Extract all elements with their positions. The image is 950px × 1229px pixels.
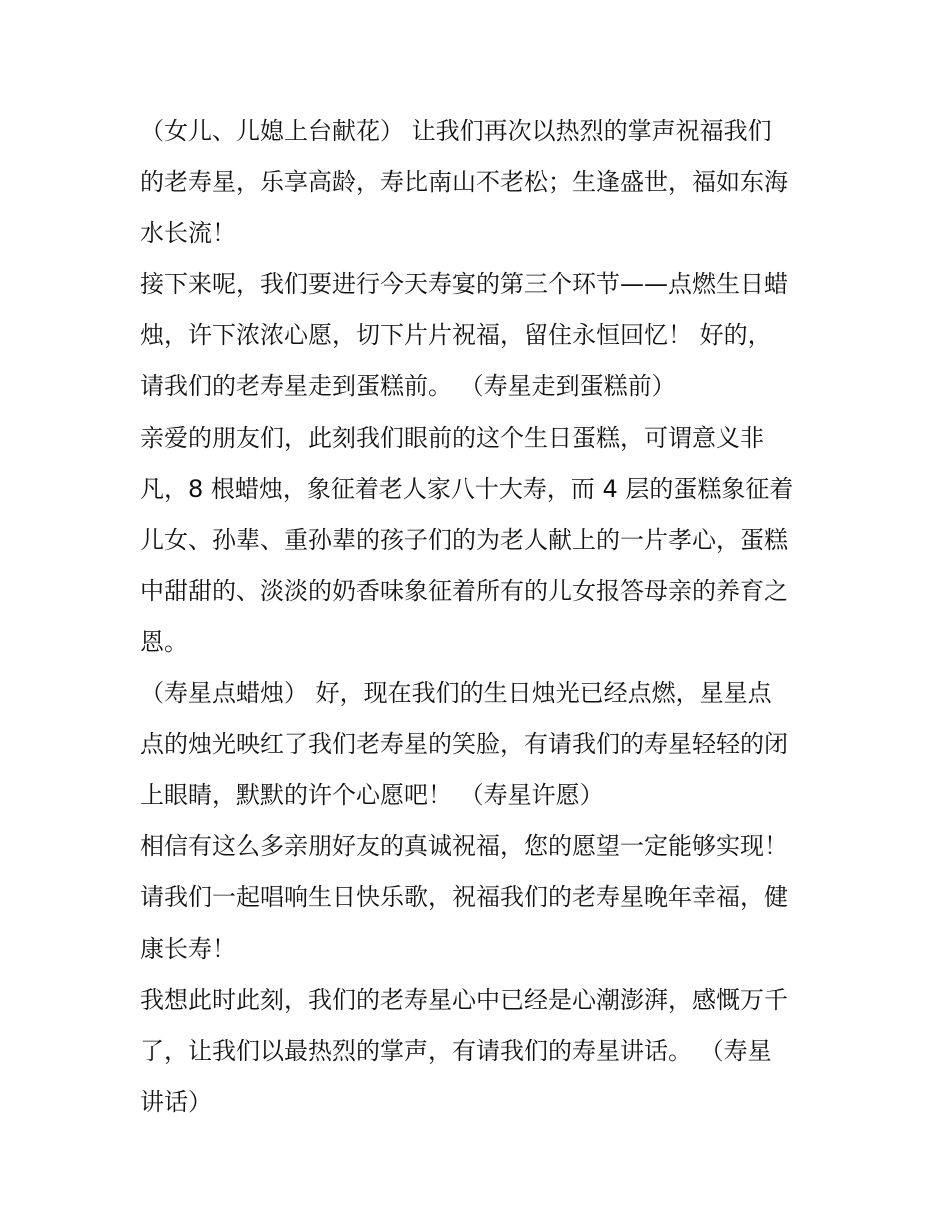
text-line: 点的烛光映红了我们老寿星的笑脸，有请我们的寿星轻轻的闭 [140, 730, 788, 759]
document-body [140, 106, 820, 1128]
text-line: 相信有这么多亲朋好友的真诚祝福，您的愿望一定能够实现！ [140, 832, 788, 861]
text-line: 恩。 [140, 627, 188, 656]
text-line: 讲话） [140, 1087, 212, 1116]
text-line: 了，让我们以最热烈的掌声，有请我们的寿星讲话。 （寿星 [140, 1036, 772, 1065]
text-line: 请我们的老寿星走到蛋糕前。 （寿星走到蛋糕前） [140, 372, 676, 401]
text-line: 我想此时此刻，我们的老寿星心中已经是心潮澎湃，感慨万千 [140, 985, 788, 1014]
text-line: 的老寿星，乐享高龄，寿比南山不老松；生逢盛世，福如东海 [140, 168, 788, 197]
text-line: 儿女、孙辈、重孙辈的孩子们的为老人献上的一片孝心，蛋糕 [140, 525, 788, 554]
text-line: （寿星点蜡烛） 好，现在我们的生日烛光已经点燃，星星点 [140, 679, 772, 708]
text-line: 接下来呢，我们要进行今天寿宴的第三个环节——点燃生日蜡 [140, 270, 788, 299]
text-line: 水长流！ [140, 219, 236, 248]
text-line: （女儿、儿媳上台献花） 让我们再次以热烈的掌声祝福我们 [140, 117, 772, 145]
text-line: 康长寿！ [140, 934, 236, 963]
text-line: 请我们一起唱响生日快乐歌，祝福我们的老寿星晚年幸福，健 [140, 883, 788, 912]
text-line: 中甜甜的、淡淡的奶香味象征着所有的儿女报答母亲的养育之 [140, 576, 788, 605]
text-line: 凡，8 根蜡烛，象征着老人家八十大寿，而 4 层的蛋糕象征着 [140, 474, 794, 503]
text-line: 烛，许下浓浓心愿，切下片片祝福，留住永恒回忆！ 好的， [140, 321, 772, 350]
text-line: 上眼睛，默默的许个心愿吧！ （寿星许愿） [140, 781, 604, 810]
text-line: 亲爱的朋友们，此刻我们眼前的这个生日蛋糕，可谓意义非 [140, 423, 764, 452]
